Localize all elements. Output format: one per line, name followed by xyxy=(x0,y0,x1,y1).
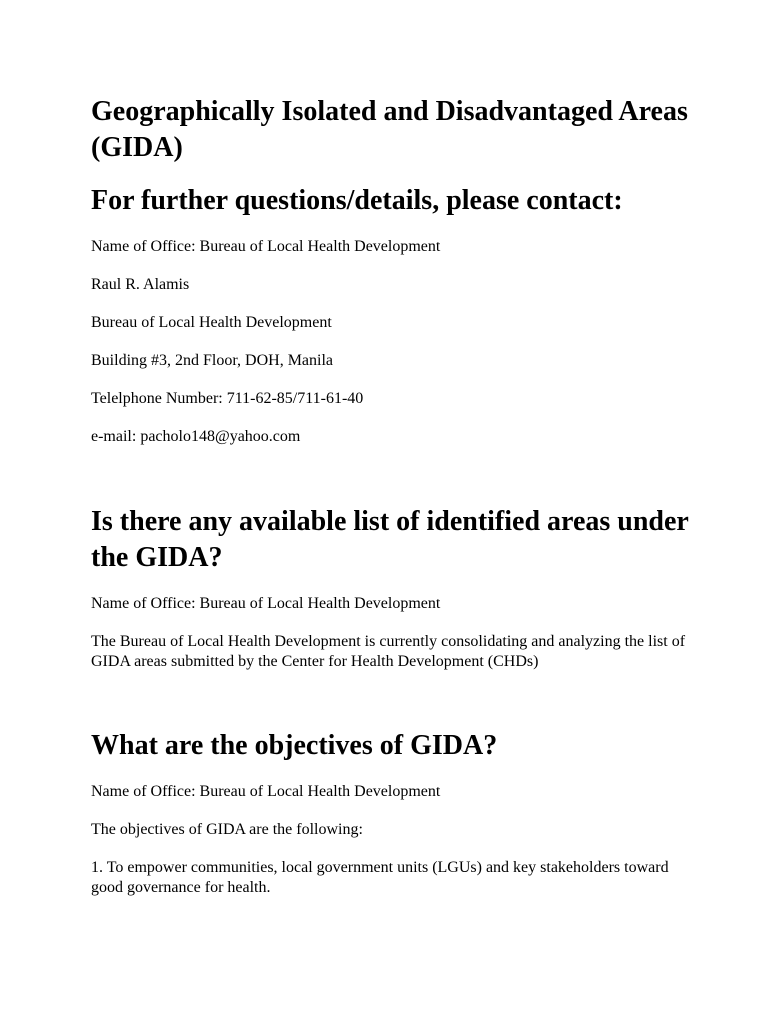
objectives-office: Name of Office: Bureau of Local Health Development xyxy=(91,783,441,800)
contact-person: Raul R. Alamis xyxy=(91,276,190,293)
contact-office: Name of Office: Bureau of Local Health Development xyxy=(91,238,441,255)
contact-bureau: Bureau of Local Health Development xyxy=(91,314,332,331)
document-title: Geographically Isolated and Disadvantaged Areas (GIDA) xyxy=(91,96,688,163)
contact-heading: For further questions/details, please contact: xyxy=(91,185,623,216)
list-heading: Is there any available list of identified areas under the GIDA? xyxy=(91,506,689,573)
list-body: The Bureau of Local Health Development is currently consolidating and analyzing the list of GIDA areas submitted by the Center for Health Development (CHDs) xyxy=(91,633,686,670)
contact-address: Building #3, 2nd Floor, DOH, Manila xyxy=(91,352,334,369)
contact-email: e-mail: pacholo148@yahoo.com xyxy=(91,428,301,445)
objectives-item-1: 1. To empower communities, local government units (LGUs) and key stakeholders toward good governance for health. xyxy=(91,859,669,896)
objectives-intro: The objectives of GIDA are the following: xyxy=(91,821,363,838)
objectives-heading: What are the objectives of GIDA? xyxy=(91,730,498,761)
list-office: Name of Office: Bureau of Local Health Development xyxy=(91,595,441,612)
contact-telephone: Telelphone Number: 711-62-85/711-61-40 xyxy=(91,390,364,407)
